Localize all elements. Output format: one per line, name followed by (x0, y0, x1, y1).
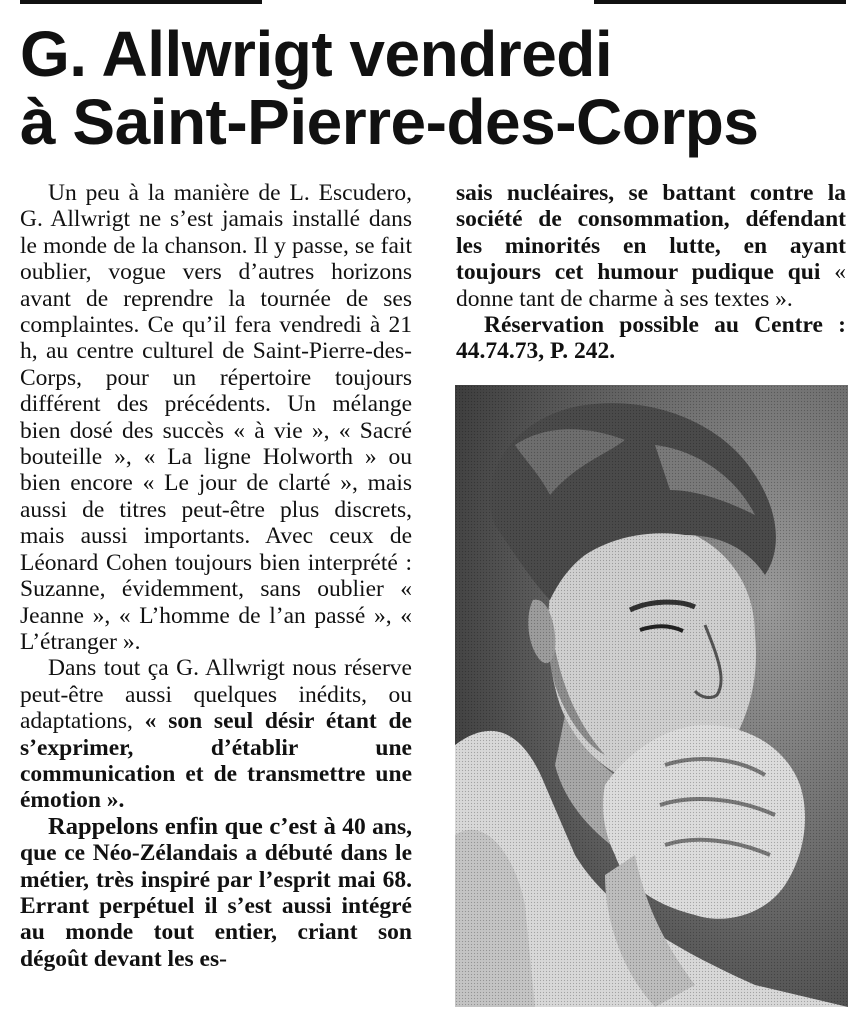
portrait-photo (455, 385, 848, 1007)
top-rule-left (20, 0, 262, 4)
headline-line-2: à Saint-Pierre-des-Corps (20, 86, 759, 158)
top-rule-right (594, 0, 846, 4)
paragraph-2-text: Dans tout ça G. Allwrigt nous réserve peut-être aussi quelques inédits, ou adaptations, (20, 655, 412, 735)
paragraph-4-quote: « donne tant de charme à ses textes ». (456, 259, 846, 312)
article-column-right (456, 180, 846, 365)
reservation-info: Réservation possible au Centre : 44.74.73, P. 242. (456, 312, 846, 365)
paragraph-3-lead: Rappelons enfin que c’est à (48, 812, 336, 840)
paragraph-1: Un peu à la manière de L. Escudero, G. Allwrigt ne s’est jamais installé dans le monde de la chanson. Il y passe, se fait oublier, vogue vers d’autres horizons avant de reprendre la tournée de ses complaintes. Ce qu’il fera vendredi à 21 h, au centre culturel de Saint-Pierre-des-Corps, pour un répertoire toujours différent des précédents. Un mélange bien dosé des succès « à vie », « Sacré bouteille », « La ligne Holworth » ou bien encore « Le jour de clarté », mais aussi de titres peut-être plus discrets, mais aussi importants. Avec ceux de Léonard Cohen toujours bien interprété : Suzanne, évidemment, sans oublier « Jeanne », « L’homme de l’an passé », « L’étranger ». (20, 180, 412, 655)
paragraph-2-quote: « son seul désir étant de s’exprimer, d’établir une communication et de transmettre une émotion ». (20, 708, 412, 814)
article-column-left (20, 180, 412, 972)
headline-line-1: G. Allwrigt vendredi (20, 18, 613, 90)
paragraph-3-text: 40 ans, que ce Néo-Zélandais a débuté dans le métier, très inspiré par l’esprit mai 68. Errant perpétuel il s’est aussi intégré au monde tout entier, criant son dégoût devant les es- (20, 813, 412, 972)
paragraph-2 (20, 655, 412, 813)
portrait-illustration (455, 385, 848, 1007)
headline (20, 20, 850, 156)
paragraph-4 (456, 180, 846, 312)
paragraph-3 (20, 814, 412, 972)
paragraph-4-bold: sais nucléaires, se battant contre la société de consommation, défendant les minorités en lutte, en ayant toujours cet humour pudique qui (456, 180, 846, 286)
